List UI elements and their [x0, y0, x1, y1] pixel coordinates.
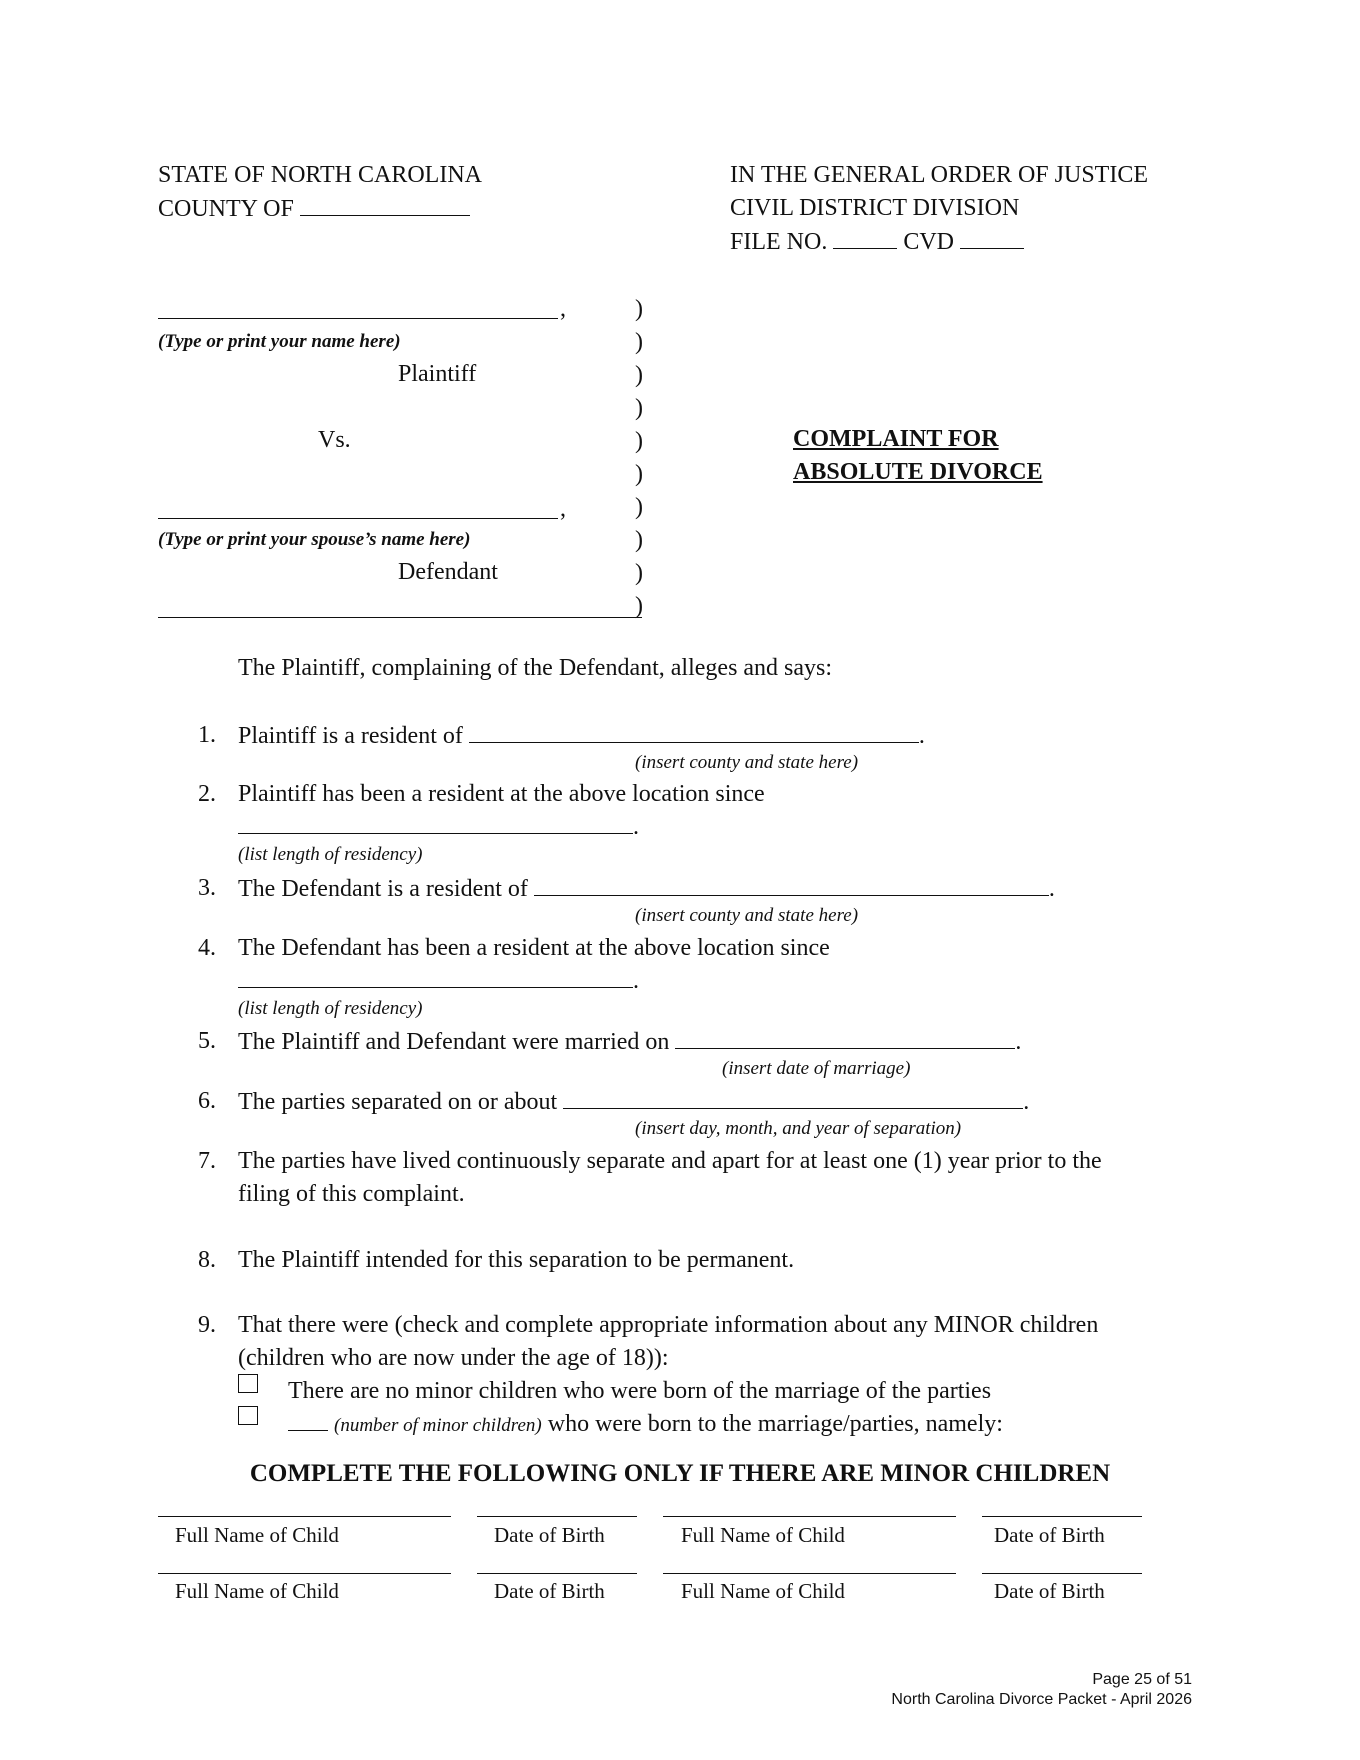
file-no-field[interactable] — [833, 227, 897, 249]
division-heading: CIVIL DISTRICT DIVISION — [730, 195, 1020, 221]
paren: ) — [635, 560, 643, 586]
number-of-children-field[interactable] — [288, 1409, 328, 1431]
child-name-label: Full Name of Child — [681, 1579, 845, 1603]
complaint-intro: The Plaintiff, complaining of the Defendant, alleges and says: — [238, 655, 833, 681]
item-number: 9. — [198, 1312, 216, 1338]
minor-children-checkbox[interactable] — [238, 1406, 258, 1425]
child-name-field[interactable] — [663, 1516, 956, 1517]
paren: ) — [635, 527, 643, 553]
page-footer — [891, 1670, 1192, 1710]
plaintiff-hint: (Type or print your name here) — [158, 331, 401, 352]
child-dob-label: Date of Birth — [994, 1523, 1105, 1547]
item-6-hint: (insert day, month, and year of separation) — [635, 1118, 962, 1139]
child-dob-label: Date of Birth — [994, 1579, 1105, 1603]
child-name-field[interactable] — [663, 1573, 956, 1574]
item-7-text-line1: The parties have lived continuously separate and apart for at least one (1) year prior to the — [238, 1148, 1102, 1174]
child-name-field[interactable] — [158, 1516, 451, 1517]
child-dob-field[interactable] — [477, 1516, 637, 1517]
paren: ) — [635, 362, 643, 388]
item-number: 4. — [198, 935, 216, 961]
child-dob-field[interactable] — [477, 1573, 637, 1574]
child-name-label: Full Name of Child — [681, 1523, 845, 1547]
child-dob-label: Date of Birth — [494, 1523, 605, 1547]
versus-label: Vs. — [318, 427, 351, 453]
item-5-text: The Plaintiff and Defendant were married on — [238, 1029, 670, 1055]
defendant-residency-length-field[interactable] — [238, 966, 633, 988]
defendant-name-field[interactable] — [158, 518, 558, 519]
document-title-line2: ABSOLUTE DIVORCE — [793, 459, 1043, 485]
item-4-text: The Defendant has been a resident at the above location since — [238, 935, 830, 961]
child-name-label: Full Name of Child — [175, 1579, 339, 1603]
paren: ) — [635, 593, 643, 619]
file-no-label: FILE NO. — [730, 229, 828, 255]
period: . — [633, 814, 639, 840]
child-dob-field[interactable] — [982, 1516, 1142, 1517]
item-2-hint: (list length of residency) — [238, 844, 423, 865]
no-minor-children-label: There are no minor children who were born of the marriage of the parties — [288, 1378, 992, 1404]
packet-title: North Carolina Divorce Packet - April 2026 — [891, 1691, 1192, 1708]
state-heading: STATE OF NORTH CAROLINA — [158, 162, 482, 188]
item-1 — [238, 721, 925, 750]
item-9-text-line2: (children who are now under the age of 18)): — [238, 1345, 669, 1371]
paren: ) — [635, 494, 643, 520]
item-4-hint: (list length of residency) — [238, 998, 423, 1019]
item-6-text: The parties separated on or about — [238, 1089, 558, 1115]
court-heading: IN THE GENERAL ORDER OF JUSTICE — [730, 162, 1148, 188]
item-number: 5. — [198, 1028, 216, 1054]
item-number: 1. — [198, 722, 216, 748]
paren: ) — [635, 329, 643, 355]
period: . — [918, 723, 925, 749]
defendant-label: Defendant — [398, 559, 498, 585]
county-line — [158, 194, 470, 223]
children-section-heading: COMPLETE THE FOLLOWING ONLY IF THERE ARE MINOR CHILDREN — [249, 1460, 1111, 1487]
separation-date-field[interactable] — [563, 1087, 1023, 1109]
item-3-hint: (insert county and state here) — [635, 905, 859, 926]
child-dob-field[interactable] — [982, 1573, 1142, 1574]
item-number: 7. — [198, 1148, 216, 1174]
item-1-text: Plaintiff is a resident of — [238, 723, 463, 749]
plaintiff-residency-length-field[interactable] — [238, 812, 633, 834]
period: . — [1048, 876, 1055, 902]
paren: ) — [635, 395, 643, 421]
period: . — [1023, 1089, 1030, 1115]
marriage-date-field[interactable] — [675, 1027, 1015, 1049]
paren: ) — [635, 461, 643, 487]
item-4-field-line — [238, 966, 639, 995]
no-minor-children-checkbox[interactable] — [238, 1374, 258, 1393]
defendant-residence-field[interactable] — [534, 874, 1049, 896]
item-2-field-line — [238, 812, 639, 841]
minor-children-label: who were born to the marriage/parties, namely: — [547, 1411, 1003, 1437]
county-label: COUNTY OF — [158, 196, 294, 222]
plaintiff-name-field[interactable] — [158, 318, 558, 319]
period: . — [1015, 1029, 1022, 1055]
child-dob-label: Date of Birth — [494, 1579, 605, 1603]
item-8-text: The Plaintiff intended for this separation to be permanent. — [238, 1247, 795, 1273]
item-3-text: The Defendant is a resident of — [238, 876, 528, 902]
child-name-field[interactable] — [158, 1573, 451, 1574]
cvd-label: CVD — [903, 229, 954, 255]
paren: ) — [635, 296, 643, 322]
item-2-text: Plaintiff has been a resident at the above location since — [238, 781, 765, 807]
plaintiff-residence-field[interactable] — [469, 721, 919, 743]
plaintiff-label: Plaintiff — [398, 361, 477, 387]
plaintiff-comma: , — [560, 296, 566, 322]
minor-children-line — [288, 1409, 1003, 1438]
item-number: 2. — [198, 781, 216, 807]
item-number: 6. — [198, 1088, 216, 1114]
cvd-field[interactable] — [960, 227, 1024, 249]
page-number: Page 25 of 51 — [1092, 1671, 1192, 1688]
defendant-comma: , — [560, 496, 566, 522]
item-6 — [238, 1087, 1029, 1116]
caption-paren-column — [635, 293, 643, 623]
item-3 — [238, 874, 1055, 903]
item-9-text-line1: That there were (check and complete appropriate information about any MINOR children — [238, 1312, 1099, 1338]
caption-bottom-rule — [158, 617, 642, 618]
county-field[interactable] — [300, 194, 470, 216]
child-name-label: Full Name of Child — [175, 1523, 339, 1547]
file-number-line — [730, 227, 1024, 256]
number-of-children-hint: (number of minor children) — [334, 1415, 542, 1436]
item-number: 8. — [198, 1247, 216, 1273]
item-1-hint: (insert county and state here) — [635, 752, 859, 773]
item-7-text-line2: filing of this complaint. — [238, 1181, 465, 1207]
item-5 — [238, 1027, 1021, 1056]
paren: ) — [635, 428, 643, 454]
defendant-hint: (Type or print your spouse’s name here) — [158, 529, 471, 550]
item-5-hint: (insert date of marriage) — [722, 1058, 911, 1079]
document-title-line1: COMPLAINT FOR — [793, 426, 999, 452]
item-number: 3. — [198, 875, 216, 901]
period: . — [633, 968, 639, 994]
